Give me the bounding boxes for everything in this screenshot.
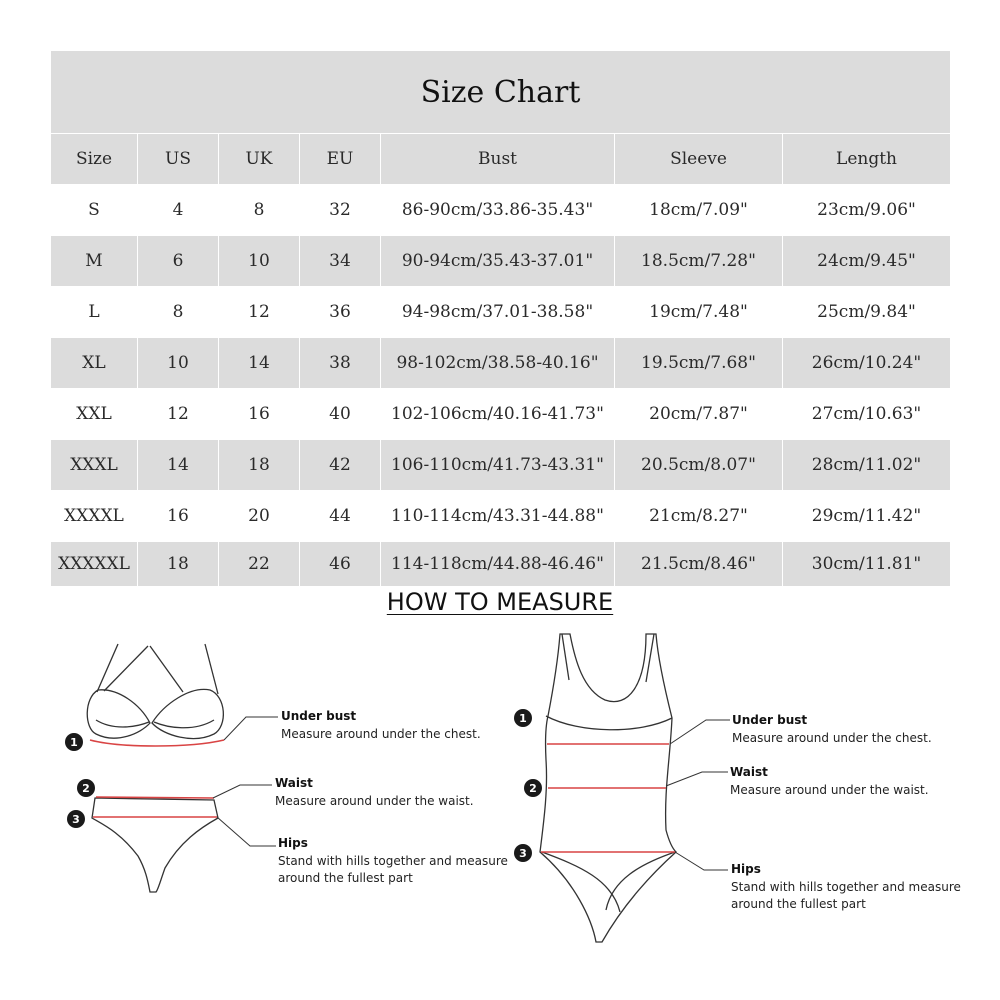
swimsuit-waist-leader bbox=[666, 772, 728, 786]
svg-text:2: 2 bbox=[82, 782, 90, 795]
bikini-label-text: Measure around under the chest. bbox=[281, 727, 481, 741]
table-cell: 14 bbox=[138, 440, 219, 491]
table-cell: 16 bbox=[219, 389, 300, 440]
swimsuit-label-title: Waist bbox=[730, 765, 768, 779]
swimsuit-label-text: around the fullest part bbox=[731, 897, 866, 911]
table-cell: 21cm/8.27" bbox=[615, 491, 783, 542]
swimsuit-badge-1 bbox=[514, 709, 532, 727]
table-cell: 110-114cm/43.31-44.88" bbox=[381, 491, 615, 542]
table-cell: XXL bbox=[51, 389, 138, 440]
svg-text:1: 1 bbox=[70, 736, 78, 749]
column-header: UK bbox=[219, 134, 300, 185]
table-cell: 36 bbox=[300, 287, 381, 338]
bikini-label-title: Under bust bbox=[281, 709, 357, 723]
table-cell: 12 bbox=[138, 389, 219, 440]
table-row bbox=[51, 338, 951, 389]
table-cell: 18 bbox=[219, 440, 300, 491]
table-cell: 28cm/11.02" bbox=[783, 440, 951, 491]
swimsuit-label-title: Hips bbox=[731, 862, 761, 876]
bikini-badge-1 bbox=[65, 733, 83, 751]
swimsuit-label-text: Measure around under the chest. bbox=[732, 731, 932, 745]
table-row bbox=[51, 185, 951, 236]
table-cell: 26cm/10.24" bbox=[783, 338, 951, 389]
table-cell: 4 bbox=[138, 185, 219, 236]
table-cell: 46 bbox=[300, 542, 381, 587]
bikini-label-text: around the fullest part bbox=[278, 871, 413, 885]
bikini-waist-leader bbox=[213, 785, 272, 798]
table-cell: 25cm/9.84" bbox=[783, 287, 951, 338]
table-cell: 20 bbox=[219, 491, 300, 542]
measurement-diagram bbox=[0, 620, 1000, 1000]
table-cell: XXXXXL bbox=[51, 542, 138, 587]
column-header: Bust bbox=[381, 134, 615, 185]
table-cell: 98-102cm/38.58-40.16" bbox=[381, 338, 615, 389]
size-chart-table bbox=[50, 50, 951, 587]
table-cell: 27cm/10.63" bbox=[783, 389, 951, 440]
table-cell: 10 bbox=[138, 338, 219, 389]
table-row bbox=[51, 491, 951, 542]
table-row bbox=[51, 389, 951, 440]
table-cell: 8 bbox=[138, 287, 219, 338]
table-cell: 12 bbox=[219, 287, 300, 338]
table-cell: 29cm/11.42" bbox=[783, 491, 951, 542]
bikini-label-title: Waist bbox=[275, 776, 313, 790]
swimsuit-label-text: Measure around under the waist. bbox=[730, 783, 929, 797]
table-cell: XXXXL bbox=[51, 491, 138, 542]
bikini-label-title: Hips bbox=[278, 836, 308, 850]
bikini-right-cup bbox=[152, 689, 223, 738]
table-cell: 90-94cm/35.43-37.01" bbox=[381, 236, 615, 287]
how-to-measure-heading: HOW TO MEASURE bbox=[386, 588, 614, 616]
bikini-label-text: Measure around under the waist. bbox=[275, 794, 474, 808]
svg-text:2: 2 bbox=[529, 782, 537, 795]
bikini-bottom bbox=[92, 798, 218, 892]
size-chart-title: Size Chart bbox=[51, 51, 951, 134]
swimsuit-badge-2 bbox=[524, 779, 542, 797]
bikini-hips-leader bbox=[217, 817, 276, 846]
table-cell: 16 bbox=[138, 491, 219, 542]
svg-text:3: 3 bbox=[519, 847, 527, 860]
table-cell: 30cm/11.81" bbox=[783, 542, 951, 587]
table-cell: 20.5cm/8.07" bbox=[615, 440, 783, 491]
bikini-underbust-line bbox=[90, 740, 224, 746]
swimsuit-label-text: Stand with hills together and measure bbox=[731, 880, 961, 894]
table-cell: M bbox=[51, 236, 138, 287]
table-cell: 14 bbox=[219, 338, 300, 389]
table-cell: 22 bbox=[219, 542, 300, 587]
table-cell: 114-118cm/44.88-46.46" bbox=[381, 542, 615, 587]
table-cell: 6 bbox=[138, 236, 219, 287]
swimsuit-underbust-leader bbox=[670, 720, 730, 744]
table-cell: 40 bbox=[300, 389, 381, 440]
table-cell: 24cm/9.45" bbox=[783, 236, 951, 287]
svg-text:3: 3 bbox=[72, 813, 80, 826]
table-row bbox=[51, 542, 951, 587]
swimsuit-badge-3 bbox=[514, 844, 532, 862]
table-row bbox=[51, 287, 951, 338]
swimsuit-hips-leader bbox=[675, 852, 728, 870]
table-cell: 86-90cm/33.86-35.43" bbox=[381, 185, 615, 236]
table-cell: L bbox=[51, 287, 138, 338]
column-header: US bbox=[138, 134, 219, 185]
table-row bbox=[51, 440, 951, 491]
table-cell: 19cm/7.48" bbox=[615, 287, 783, 338]
table-cell: 18 bbox=[138, 542, 219, 587]
swimsuit-label-title: Under bust bbox=[732, 713, 808, 727]
swimsuit-bust-seam bbox=[546, 716, 672, 730]
bikini-waist-line bbox=[96, 797, 214, 798]
column-header: Sleeve bbox=[615, 134, 783, 185]
bikini-left-cup bbox=[87, 690, 150, 738]
bikini-left-strap-inner bbox=[104, 646, 148, 691]
column-header: Size bbox=[51, 134, 138, 185]
table-cell: XXXL bbox=[51, 440, 138, 491]
table-cell: S bbox=[51, 185, 138, 236]
table-cell: 8 bbox=[219, 185, 300, 236]
table-header-row bbox=[51, 134, 951, 185]
table-cell: XL bbox=[51, 338, 138, 389]
bikini-illustration bbox=[87, 644, 223, 892]
column-header: Length bbox=[783, 134, 951, 185]
table-cell: 10 bbox=[219, 236, 300, 287]
svg-text:1: 1 bbox=[519, 712, 527, 725]
column-header: EU bbox=[300, 134, 381, 185]
bikini-left-strap bbox=[97, 644, 118, 692]
table-cell: 21.5cm/8.46" bbox=[615, 542, 783, 587]
bikini-label-text: Stand with hills together and measure bbox=[278, 854, 508, 868]
bikini-right-strap bbox=[205, 644, 218, 694]
table-cell: 18.5cm/7.28" bbox=[615, 236, 783, 287]
table-cell: 106-110cm/41.73-43.31" bbox=[381, 440, 615, 491]
table-cell: 34 bbox=[300, 236, 381, 287]
table-row bbox=[51, 236, 951, 287]
table-cell: 38 bbox=[300, 338, 381, 389]
table-cell: 18cm/7.09" bbox=[615, 185, 783, 236]
table-cell: 20cm/7.87" bbox=[615, 389, 783, 440]
table-cell: 94-98cm/37.01-38.58" bbox=[381, 287, 615, 338]
table-cell: 44 bbox=[300, 491, 381, 542]
table-cell: 102-106cm/40.16-41.73" bbox=[381, 389, 615, 440]
table-cell: 32 bbox=[300, 185, 381, 236]
table-cell: 23cm/9.06" bbox=[783, 185, 951, 236]
table-cell: 19.5cm/7.68" bbox=[615, 338, 783, 389]
bikini-badge-3 bbox=[67, 810, 85, 828]
bikini-right-strap-inner bbox=[150, 646, 183, 692]
bikini-underbust-leader bbox=[224, 717, 278, 740]
table-cell: 42 bbox=[300, 440, 381, 491]
bikini-badge-2 bbox=[77, 779, 95, 797]
